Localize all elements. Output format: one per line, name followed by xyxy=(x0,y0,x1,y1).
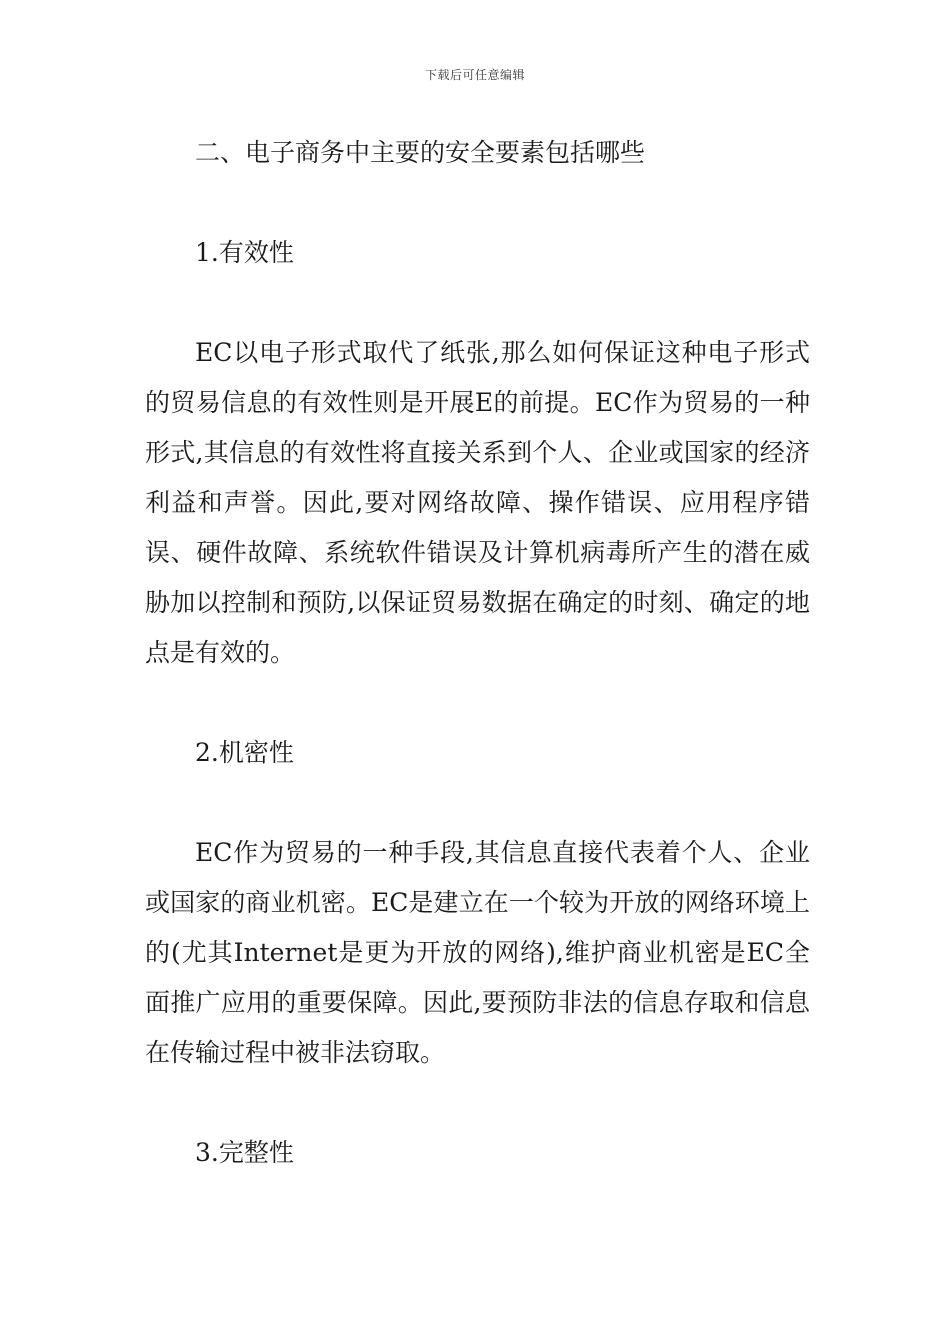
header-note: 下载后可任意编辑 xyxy=(424,68,525,82)
document-body xyxy=(145,128,810,1178)
section-heading-validity: 1.有效性 xyxy=(195,238,294,267)
section-body-validity: EC以电子形式取代了纸张,那么如何保证这种电子形式的贸易信息的有效性则是开展E的前提。EC作为贸易的一种形式,其信息的有效性将直接关系到个人、企业或国家的经济利益和声誉。因此,要对网络故障、操作错误、应用程序错误、硬件故障、系统软件错误及计算机病毒所产生的潜在威胁加以控制和预防,以保证贸易数据在确定的时刻、确定的地点是有效的。 xyxy=(145,338,810,667)
section-heading-integrity: 3.完整性 xyxy=(195,1138,294,1167)
section-heading-confidentiality: 2.机密性 xyxy=(195,738,294,767)
spacer xyxy=(145,778,810,828)
spacer xyxy=(145,678,810,728)
spacer xyxy=(145,278,810,328)
main-title: 二、电子商务中主要的安全要素包括哪些 xyxy=(195,138,646,167)
spacer xyxy=(145,178,810,228)
section-body-confidentiality: EC作为贸易的一种手段,其信息直接代表着个人、企业或国家的商业机密。EC是建立在一个较为开放的网络环境上的(尤其Internet是更为开放的网络),维护商业机密是EC全面推广应用的重要保障。因此,要预防非法的信息存取和信息在传输过程中被非法窃取。 xyxy=(145,838,810,1067)
spacer xyxy=(145,1078,810,1128)
